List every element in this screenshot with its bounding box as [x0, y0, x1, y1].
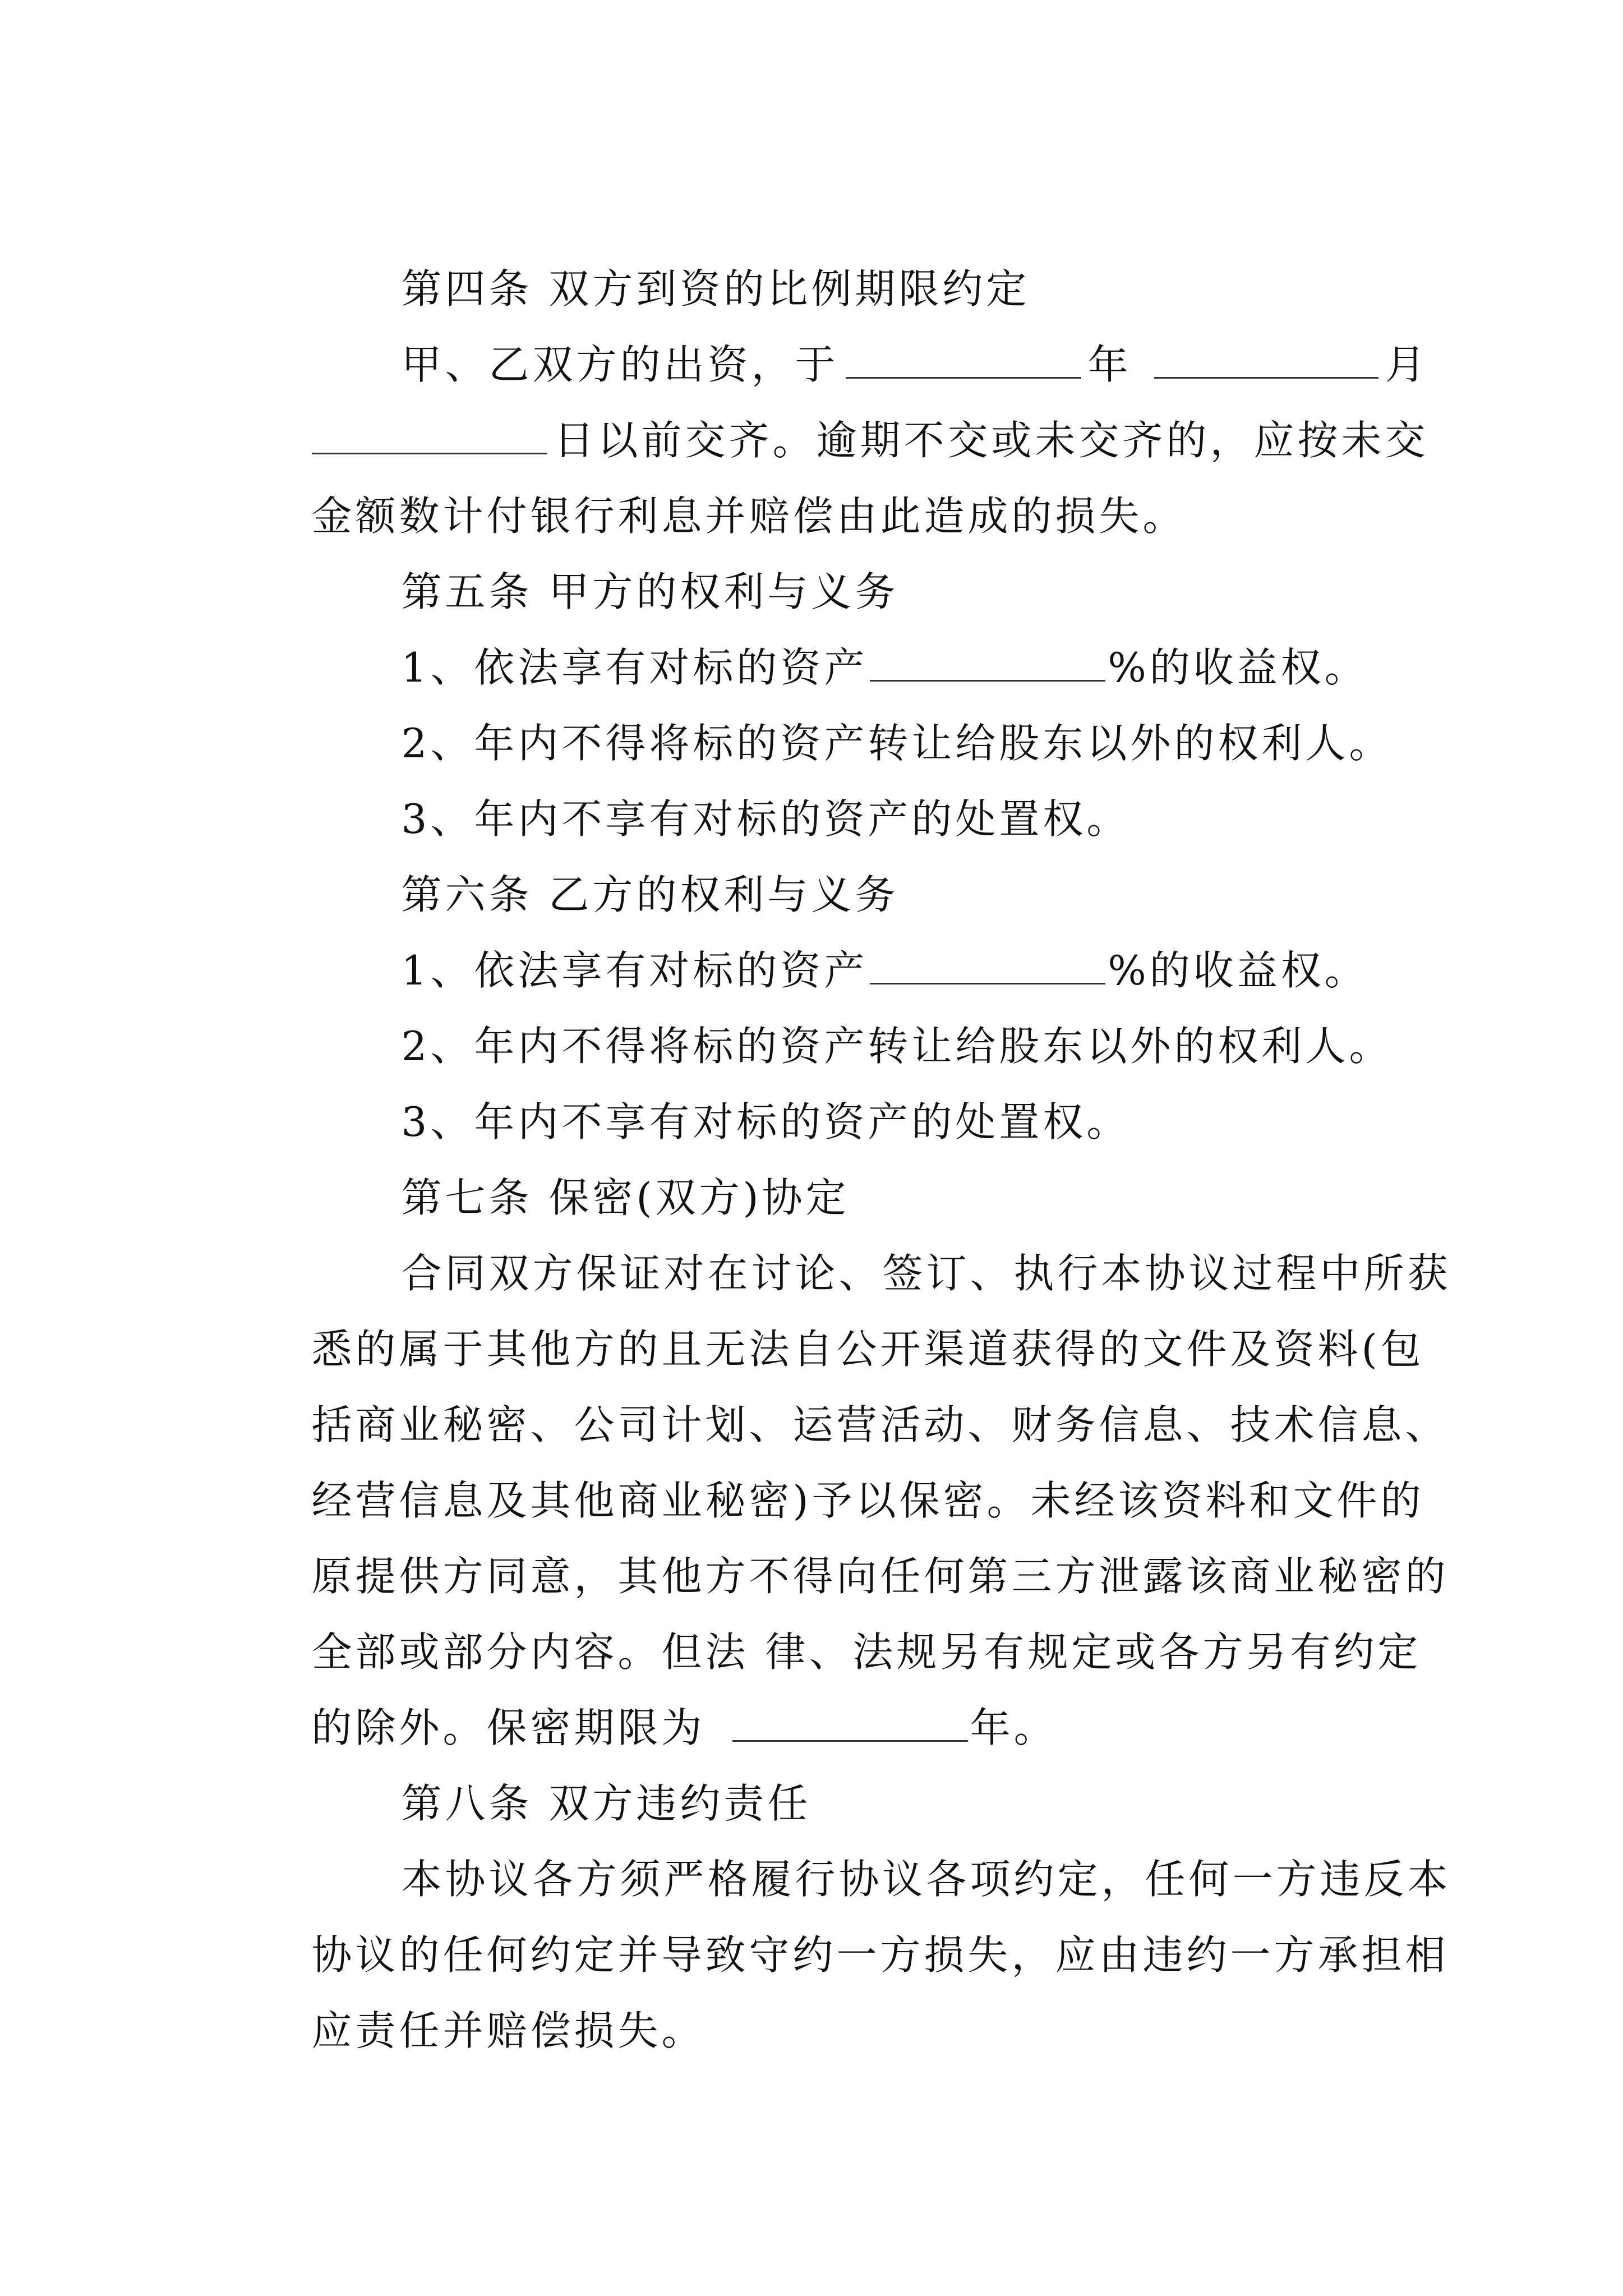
article-7-paragraph-line-7: 的除外。保密期限为 年。 — [311, 1704, 1058, 1751]
article-8-paragraph-line-2: 协议的任何约定并导致守约一方损失，应由违约一方承担相 — [311, 1931, 1449, 1978]
article-4-paragraph-line-3: 金额数计付银行利息并赔偿由此造成的损失。 — [311, 493, 1187, 540]
article-5-heading: 第五条 甲方的权利与义务 — [401, 568, 899, 615]
article-7-paragraph-line-1: 合同双方保证对在讨论、签订、执行本协议过程中所获 — [401, 1250, 1451, 1297]
article-8-heading: 第八条 双方违约责任 — [401, 1780, 811, 1827]
article-5-item-3: 3、年内不享有对标的资产的处置权。 — [401, 795, 1131, 843]
article-4-paragraph-line-1: 甲、乙双方的出资，于 年 月 — [401, 341, 1429, 388]
article-6-item-1: 1、依法享有对标的资产 %的收益权。 — [401, 947, 1368, 994]
article-6-item-3: 3、年内不享有对标的资产的处置权。 — [401, 1098, 1131, 1145]
article-4-paragraph-line-2: 日以前交齐。逾期不交或未交齐的，应按未交 — [247, 365, 1429, 415]
article-6-item-2: 2、年内不得将标的资产转让给股东以外的权利人。 — [401, 1023, 1393, 1070]
article-7-paragraph-line-4: 经营信息及其他商业秘密)予以保密。未经该资料和文件的 — [311, 1477, 1424, 1524]
article-7-paragraph-line-3: 括商业秘密、公司计划、运营活动、财务信息、技术信息、 — [311, 1401, 1449, 1448]
article-5-item-1: 1、依法享有对标的资产 %的收益权。 — [401, 644, 1368, 691]
article-4-heading: 第四条 双方到资的比例期限约定 — [401, 265, 1030, 312]
article-8-paragraph-line-1: 本协议各方须严格履行协议各项约定，任何一方违反本 — [401, 1856, 1451, 1903]
article-7-heading: 第七条 保密(双方)协定 — [401, 1174, 850, 1221]
article-6-heading: 第六条 乙方的权利与义务 — [401, 871, 899, 918]
article-7-paragraph-line-6: 全部或部分内容。但法 律、法规另有规定或各方另有约定 — [311, 1628, 1422, 1676]
article-8-paragraph-line-3: 应责任并赔偿损失。 — [311, 2007, 706, 2054]
article-5-item-2: 2、年内不得将标的资产转让给股东以外的权利人。 — [401, 720, 1393, 767]
article-7-paragraph-line-5: 原提供方同意，其他方不得向任何第三方泄露该商业秘密的 — [311, 1553, 1449, 1600]
article-7-paragraph-line-2: 悉的属于其他方的且无法自公开渠道获得的文件及资料(包 — [311, 1326, 1424, 1373]
